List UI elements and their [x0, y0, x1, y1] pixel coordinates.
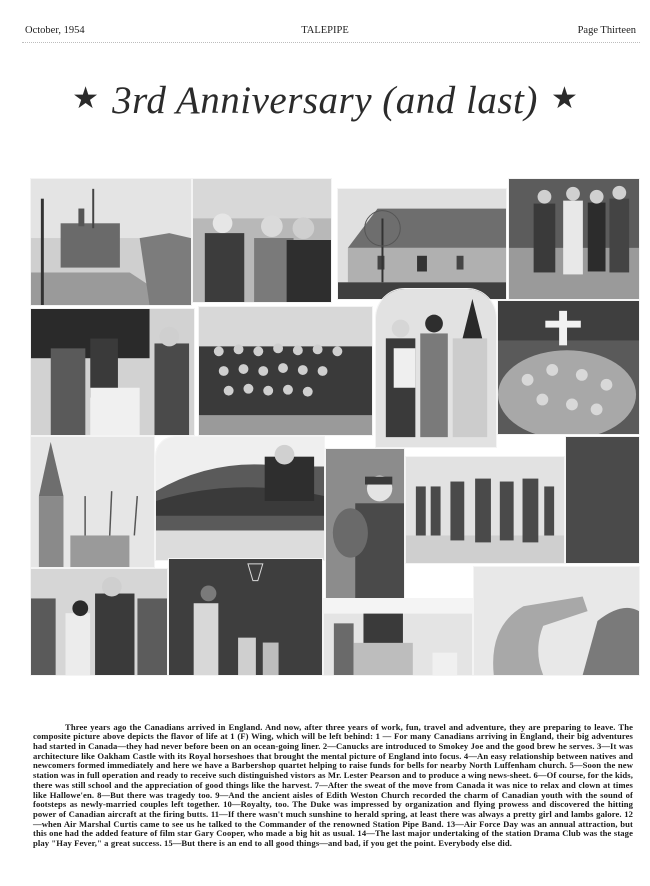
- basketball-icon: [169, 559, 322, 675]
- page-header: [0, 0, 650, 50]
- person-icon: [326, 449, 404, 602]
- people-icon: [193, 179, 331, 302]
- people-icon: [31, 569, 167, 675]
- publication-name: TALEPIPE: [301, 25, 349, 36]
- cross-icon: [498, 301, 639, 434]
- photo-collage: [30, 178, 640, 698]
- photo-10-cockpit: [155, 436, 325, 561]
- photo-4-barbershop-quartet: [508, 178, 640, 300]
- photo-9-edith-weston-church: [30, 436, 155, 568]
- photo-16-hay-fever: [323, 598, 473, 676]
- header-rule: [22, 42, 640, 43]
- costume-icon: [376, 289, 496, 447]
- issue-date: October, 1954: [25, 25, 85, 36]
- photo-3-oakham-castle: [337, 188, 507, 300]
- aircraft-icon: [156, 437, 324, 560]
- photo-6-school-children: [198, 306, 373, 436]
- photo-7-halloween: [375, 288, 497, 448]
- ship-icon: [31, 179, 191, 305]
- headline: [0, 78, 650, 138]
- headline-text: 3rd Anniversary (and last): [112, 79, 538, 122]
- group-icon: [199, 307, 372, 435]
- photo-5-news-sheet: [30, 308, 195, 436]
- photo-2-smokey-joe: [192, 178, 332, 303]
- photo-11-lamb: [325, 448, 405, 603]
- parade-icon: [406, 457, 564, 563]
- photo-12-pipe-band: [405, 456, 565, 564]
- photo-13-dark-panel: [565, 436, 640, 564]
- singers-icon: [509, 179, 639, 299]
- photo-17-hands: [473, 566, 640, 676]
- star-icon: ★: [72, 81, 100, 116]
- photo-1-liner: [30, 178, 192, 306]
- photo-15-basketball: [168, 558, 323, 676]
- star-icon: ★: [550, 81, 578, 116]
- photo-8-grave: [497, 300, 640, 435]
- stage-icon: [324, 599, 472, 675]
- page-number: Page Thirteen: [577, 25, 636, 36]
- hand-icon: [474, 567, 639, 675]
- people-icon: [31, 309, 194, 435]
- building-icon: [338, 189, 506, 299]
- church-icon: [31, 437, 154, 567]
- photo-14-royalty: [30, 568, 168, 676]
- photo-caption: Three years ago the Canadians arrived in England. And now, after three years of work, fun, travel and adventure, they are preparing to leave. The composite picture above depicts the flavor of life at 1 (F) Wing, which will be left behind: 1 — For many Canadians arriving in England, their big adventures had started in Canada—they had never before been on an ocean-going liner. 2—Canucks are introduced to Smokey Joe and the good brew he serves. 3—It was architecture like Oakham Castle with its Royal horseshoes that brought the mental picture of England into focus. 4—An easy relationship between natives and newcomers formed immediately and here we have a Barbershop quartet helping to raise funds for bells for nearby North Luffenham church. 5—Soon the new station was in full operation and ready to receive such distinguished vistors as Mr. Lester Pearson and to produce a wing news-sheet. 6—Of course, for the kids, there was still school and the appreciation of good things like the harvest. 7—After the sweat of the move from Canada it was nice to relax and clown at times like Hallowe'en. 8—But there was tragedy too. 9—And the ancient aisles of Edith Weston Church recorded the charm of Canadian youth with the sound of footsteps as newly-married couples left together. 10—Royalty, too. The Duke was impressed by organization and flying prowess and discovered the hitting power of Canadian aircraft at the firing butts. 11—If there wasn't much sunshine to herald spring, at least there was always a pretty girl and lambs galore. 12—when Air Marshal Curtis came to see us he talked to the Commander of the renowned Station Pipe Band. 13—Air Force Day was an annual attraction, but this one had the added feature of film star Gary Cooper, who made a big hit as usual. 14—The last major undertaking of the station Drama Club was the stage play "Hay Fever," a great success. 15—But there is an end to all good things—and bad, if you get the point. Everybody else did.: [33, 721, 633, 849]
